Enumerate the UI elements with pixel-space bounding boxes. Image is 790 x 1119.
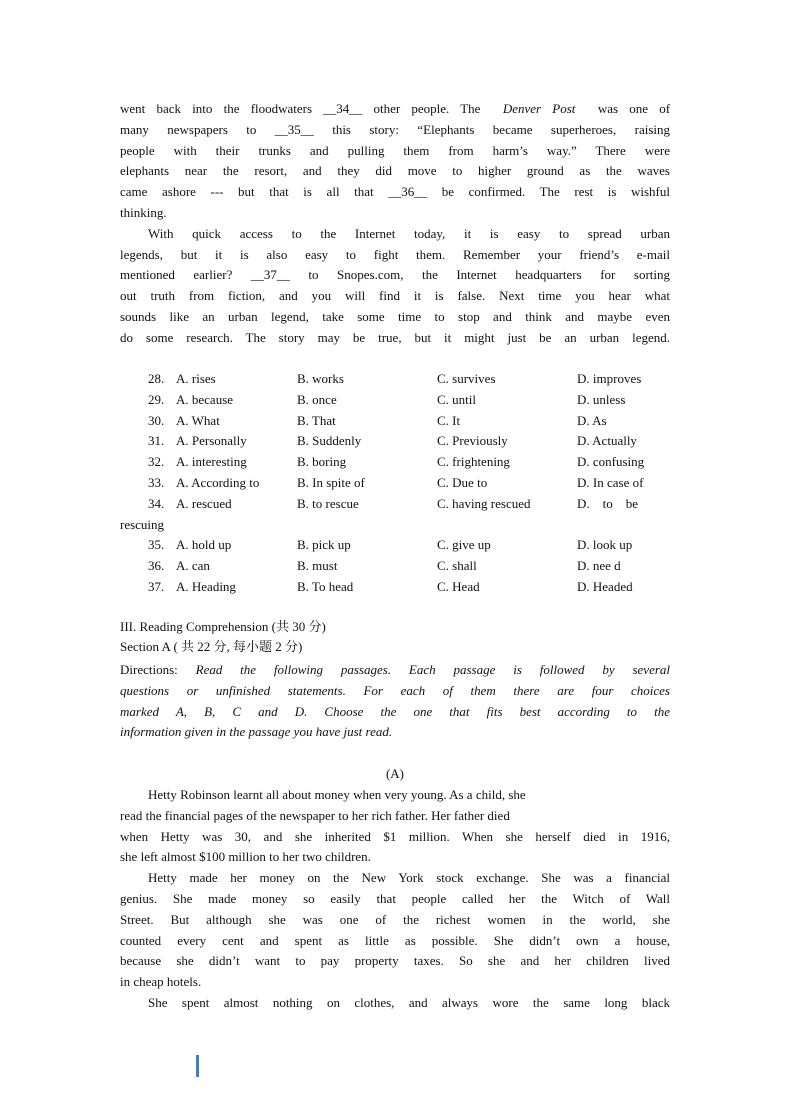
passage-line: mentioned earlier? __37__ to Snopes.com, the Internet headquarters for sorting bbox=[120, 267, 670, 283]
question-number: 30. bbox=[148, 412, 165, 428]
passage-title: (A) bbox=[385, 766, 405, 781]
passage-a-line: genius. She made money so easily that people called her the Witch of Wall bbox=[120, 891, 670, 906]
passage-line: many newspapers to __35__ this story: “Elephants became superheroes, raising bbox=[120, 121, 670, 137]
option-b[interactable]: B. boring bbox=[297, 454, 347, 470]
question-number: 29. bbox=[148, 391, 165, 407]
option-d[interactable]: D. unless bbox=[577, 391, 626, 407]
option-c[interactable]: C. having rescued bbox=[437, 495, 531, 511]
option-a[interactable]: A. Heading bbox=[176, 579, 236, 594]
option-b[interactable]: B. to rescue bbox=[297, 495, 359, 511]
question-number: 37. bbox=[148, 579, 165, 594]
option-a[interactable]: A. interesting bbox=[176, 454, 247, 470]
option-d[interactable]: D. nee d bbox=[577, 558, 621, 574]
option-c[interactable]: C. survives bbox=[437, 371, 496, 386]
passage-line: legends, but it is also easy to fight them. Remember your friend’s e-mail bbox=[120, 246, 670, 262]
option-d[interactable]: D. In case of bbox=[577, 475, 644, 490]
option-b[interactable]: B. To head bbox=[297, 579, 354, 594]
passage-a-line: when Hetty was 30, and she inherited $1 million. When she herself died in 1916, bbox=[120, 828, 670, 844]
question-number: 35. bbox=[148, 537, 165, 553]
option-b[interactable]: B. once bbox=[297, 391, 337, 407]
option-a[interactable]: A. What bbox=[176, 412, 220, 428]
directions-text: questions or unfinished statements. For each of them there are four choices bbox=[120, 682, 670, 698]
question-number: 31. bbox=[148, 433, 165, 449]
passage-line: do some research. The story may be true, but it might just be an urban legend. bbox=[120, 329, 670, 345]
passage-line: out truth from fiction, and you will find it is false. Next time you hear what bbox=[120, 288, 670, 304]
directions-line bbox=[120, 681, 670, 701]
section-subheading: Section A ( 共 22 分, 每小题 2 分) bbox=[120, 639, 303, 654]
passage-line: sounds like an urban legend, take some time to stop and think and maybe even bbox=[120, 309, 670, 324]
passage-a-line: because she didn’t want to pay property taxes. So she and her children lived bbox=[120, 953, 670, 969]
option-d[interactable]: D. Actually bbox=[577, 433, 637, 449]
passage-line bbox=[120, 99, 670, 119]
option-a[interactable]: A. hold up bbox=[176, 537, 232, 553]
option-b[interactable]: B. must bbox=[297, 558, 338, 574]
passage-a-line: counted every cent and spent as little as possible. She didn’t own a house, bbox=[120, 932, 670, 948]
option-a[interactable]: A. rises bbox=[176, 371, 216, 386]
option-d[interactable]: D. confusing bbox=[577, 454, 645, 470]
option-b[interactable]: B. Suddenly bbox=[297, 433, 362, 449]
newspaper-name: Denver Post bbox=[502, 101, 576, 116]
question-number: 36. bbox=[148, 558, 165, 574]
option-d-continued: rescuing bbox=[120, 516, 165, 532]
question-number: 32. bbox=[148, 454, 165, 470]
option-c[interactable]: C. frightening bbox=[437, 454, 510, 470]
option-a[interactable]: A. According to bbox=[176, 475, 260, 490]
directions-line bbox=[120, 660, 670, 680]
option-c[interactable]: C. It bbox=[437, 412, 461, 428]
option-b[interactable]: B. In spite of bbox=[297, 475, 365, 490]
directions-text: Read the following passages. Each passage is followed by several bbox=[195, 662, 671, 677]
directions-line bbox=[120, 702, 670, 722]
text-run: was one of bbox=[586, 101, 671, 116]
passage-a-line: in cheap hotels. bbox=[120, 974, 202, 990]
option-a[interactable]: A. Personally bbox=[176, 433, 247, 449]
directions-line bbox=[120, 722, 670, 742]
option-d[interactable]: D. to be bbox=[577, 495, 639, 511]
option-d[interactable]: D. look up bbox=[577, 537, 633, 553]
option-d[interactable]: D. As bbox=[577, 412, 607, 428]
passage-line: thinking. bbox=[120, 205, 167, 220]
passage-a-line: Hetty made her money on the New York stock exchange. She was a financial bbox=[148, 870, 670, 886]
passage-line: elephants near the resort, and they did move to higher ground as the waves bbox=[120, 163, 670, 179]
option-b[interactable]: B. That bbox=[297, 412, 336, 428]
passage-a-line: She spent almost nothing on clothes, and always wore the same long black bbox=[148, 995, 670, 1010]
option-c[interactable]: C. Previously bbox=[437, 433, 508, 449]
option-d[interactable]: D. improves bbox=[577, 371, 642, 386]
passage-line: came ashore --- but that is all that __36__ be confirmed. The rest is wishful bbox=[120, 184, 670, 200]
passage-a-line: she left almost $100 million to her two children. bbox=[120, 849, 371, 865]
option-c[interactable]: C. Head bbox=[437, 579, 480, 594]
question-number: 28. bbox=[148, 371, 165, 386]
question-number: 33. bbox=[148, 475, 165, 490]
section-heading: III. Reading Comprehension (共 30 分) bbox=[120, 619, 326, 634]
option-d[interactable]: D. Headed bbox=[577, 579, 633, 594]
text-run: went back into the floodwaters __34__ other people. The bbox=[120, 101, 492, 116]
passage-a-line: Hetty Robinson learnt all about money when very young. As a child, she bbox=[148, 787, 526, 802]
question-number: 34. bbox=[148, 495, 165, 511]
option-c[interactable]: C. shall bbox=[437, 558, 477, 574]
directions-text: marked A, B, C and D. Choose the one that fits best according to the bbox=[120, 703, 670, 719]
option-a[interactable]: A. rescued bbox=[176, 495, 232, 511]
option-b[interactable]: B. pick up bbox=[297, 537, 351, 553]
option-a[interactable]: A. because bbox=[176, 391, 234, 407]
passage-line: people with their trunks and pulling them from harm’s way.” There were bbox=[120, 142, 670, 158]
directions-label: Directions: bbox=[120, 662, 196, 677]
option-c[interactable]: C. until bbox=[437, 391, 477, 407]
passage-a-line: Street. But although she was one of the richest women in the world, she bbox=[120, 911, 670, 927]
directions-text: information given in the passage you have just read. bbox=[120, 724, 393, 740]
passage-line: With quick access to the Internet today, it is easy to spread urban bbox=[148, 225, 670, 241]
option-c[interactable]: C. Due to bbox=[437, 475, 488, 490]
text-cursor bbox=[196, 1055, 199, 1077]
option-c[interactable]: C. give up bbox=[437, 537, 491, 553]
option-b[interactable]: B. works bbox=[297, 371, 344, 386]
passage-a-line: read the financial pages of the newspaper to her rich father. Her father died bbox=[120, 807, 510, 823]
option-a[interactable]: A. can bbox=[176, 558, 210, 574]
